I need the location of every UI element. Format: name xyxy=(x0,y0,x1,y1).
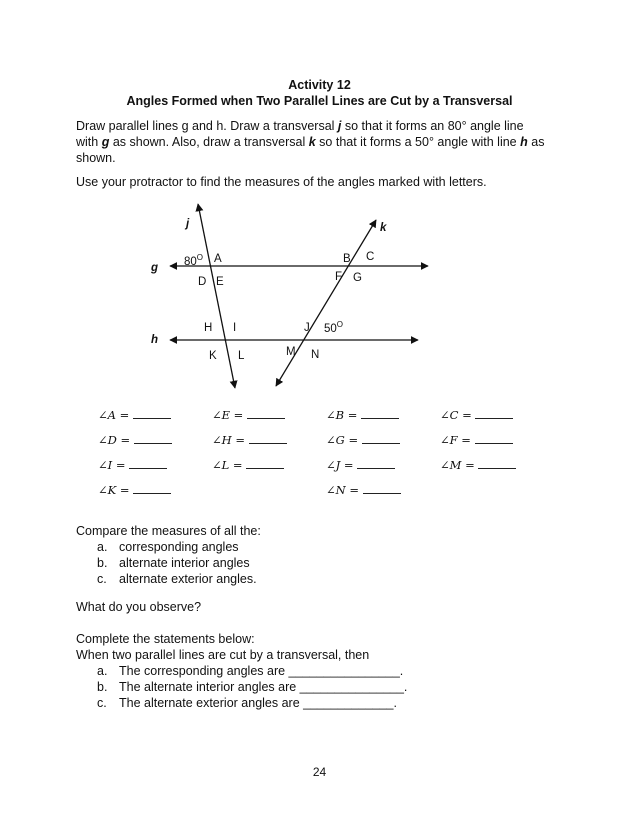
answer-blank[interactable] xyxy=(475,409,513,419)
list-item-label: c. xyxy=(97,572,107,586)
observe-question: What do you observe? xyxy=(76,600,202,614)
angle-label-j: J xyxy=(304,322,310,334)
answer-blank[interactable] xyxy=(362,434,400,444)
angle-label-c: C xyxy=(366,251,375,263)
instruction-text: as shown. xyxy=(76,135,545,165)
answer-blank[interactable] xyxy=(133,484,171,494)
answer-angle-a xyxy=(98,408,171,422)
list-item xyxy=(97,571,257,587)
parallel-lines-diagram xyxy=(0,0,639,400)
answer-angle-k xyxy=(98,483,171,497)
answer-label: ∠I = xyxy=(98,458,130,472)
answer-label: ∠E = xyxy=(212,408,247,422)
label-line-j: j xyxy=(186,218,190,230)
answer-label: ∠H = xyxy=(212,433,249,447)
answer-angle-g xyxy=(326,433,400,447)
answer-label: ∠C = xyxy=(440,408,476,422)
instruction-line-j: j xyxy=(337,119,342,133)
answer-label: ∠N = xyxy=(326,483,363,497)
answer-blank[interactable] xyxy=(246,459,284,469)
list-item xyxy=(97,555,257,571)
list-item-label: b. xyxy=(97,680,108,694)
angle-label-f: F xyxy=(335,271,343,283)
answer-blank[interactable] xyxy=(361,409,399,419)
list-item-text: corresponding angles xyxy=(119,540,239,554)
list-item-label: c. xyxy=(97,696,107,710)
angle-label-h: H xyxy=(204,322,213,334)
answer-blank[interactable] xyxy=(134,434,172,444)
answer-angle-i xyxy=(98,458,167,472)
angle-label-m: M xyxy=(286,346,296,358)
instruction-line-h: h xyxy=(520,135,528,149)
degree-mark: O xyxy=(196,253,204,262)
angle-label-n: N xyxy=(311,349,320,361)
angle-80-value: 80 xyxy=(184,255,197,268)
answer-angle-m xyxy=(440,458,516,472)
instruction-text: as shown. Also, draw a transversal xyxy=(109,135,309,149)
transversal-k xyxy=(276,220,376,386)
list-item xyxy=(97,695,407,711)
list-item-text: alternate exterior angles. xyxy=(119,572,257,586)
angle-80-label xyxy=(184,253,203,268)
instruction-line-g: g xyxy=(101,135,110,149)
angle-label-k: K xyxy=(209,350,217,362)
list-item-text: The corresponding angles are ________________. xyxy=(119,664,404,678)
activity-subtitle: Angles Formed when Two Parallel Lines are Cut by a Transversal xyxy=(126,94,513,108)
instruction-text: Draw parallel lines g and h. Draw a transversal xyxy=(76,119,338,133)
angle-label-a: A xyxy=(214,253,222,265)
answer-label: ∠F = xyxy=(440,433,475,447)
answer-angle-l xyxy=(212,458,284,472)
angle-label-d: D xyxy=(198,276,207,288)
list-item xyxy=(97,539,257,555)
answer-angle-h xyxy=(212,433,287,447)
angle-50-value: 50 xyxy=(324,322,337,335)
list-item-label: b. xyxy=(97,556,108,570)
instruction-text: so that it forms a 50° angle with line xyxy=(315,135,521,149)
answer-angle-b xyxy=(326,408,399,422)
answer-label: ∠M = xyxy=(440,458,479,472)
list-item xyxy=(97,663,407,679)
complete-intro: Complete the statements below: xyxy=(76,632,255,646)
list-item-text: The alternate exterior angles are _____________. xyxy=(119,696,397,710)
complete-lead: When two parallel lines are cut by a transversal, then xyxy=(76,648,370,662)
answer-angle-d xyxy=(98,433,172,447)
label-line-k: k xyxy=(380,222,387,234)
answer-label: ∠K = xyxy=(98,483,134,497)
answer-label: ∠B = xyxy=(326,408,362,422)
answer-label: ∠D = xyxy=(98,433,134,447)
angle-label-e: E xyxy=(216,276,224,288)
angle-50-label xyxy=(324,320,343,335)
answer-blank[interactable] xyxy=(478,459,516,469)
answer-angle-j xyxy=(326,458,395,472)
compare-list xyxy=(97,539,257,587)
answer-blank[interactable] xyxy=(357,459,395,469)
answer-angle-c xyxy=(440,408,513,422)
angle-label-i: I xyxy=(233,322,237,334)
page-number: 24 xyxy=(312,765,327,779)
answer-blank[interactable] xyxy=(475,434,513,444)
instruction-line-k: k xyxy=(308,135,316,149)
answer-angle-e xyxy=(212,408,285,422)
answer-blank[interactable] xyxy=(363,484,401,494)
list-item-label: a. xyxy=(97,540,108,554)
answer-angle-f xyxy=(440,433,513,447)
degree-mark: O xyxy=(336,320,344,329)
list-item-text: alternate interior angles xyxy=(119,556,250,570)
answer-label: ∠L = xyxy=(212,458,247,472)
angle-label-g: G xyxy=(353,272,362,284)
complete-list xyxy=(97,663,407,711)
activity-title: Activity 12 xyxy=(288,78,351,92)
answer-label: ∠J = xyxy=(326,458,358,472)
answer-label: ∠A = xyxy=(98,408,133,422)
label-line-g: g xyxy=(151,262,159,274)
instruction-text: so that it forms an 80° angle line with xyxy=(76,119,524,149)
answer-label: ∠G = xyxy=(326,433,362,447)
compare-intro: Compare the measures of all the: xyxy=(76,524,261,538)
angle-label-b: B xyxy=(343,253,351,265)
list-item-label: a. xyxy=(97,664,108,678)
answer-blank[interactable] xyxy=(133,409,171,419)
list-item xyxy=(97,679,407,695)
angle-label-l: L xyxy=(238,350,245,362)
answer-blank[interactable] xyxy=(247,409,285,419)
answer-blank[interactable] xyxy=(129,459,167,469)
answer-angle-n xyxy=(326,483,401,497)
list-item-text: The alternate interior angles are _______________. xyxy=(119,680,408,694)
label-line-h: h xyxy=(151,334,159,346)
answer-blank[interactable] xyxy=(249,434,287,444)
protractor-instruction: Use your protractor to find the measures of the angles marked with letters. xyxy=(76,175,487,189)
